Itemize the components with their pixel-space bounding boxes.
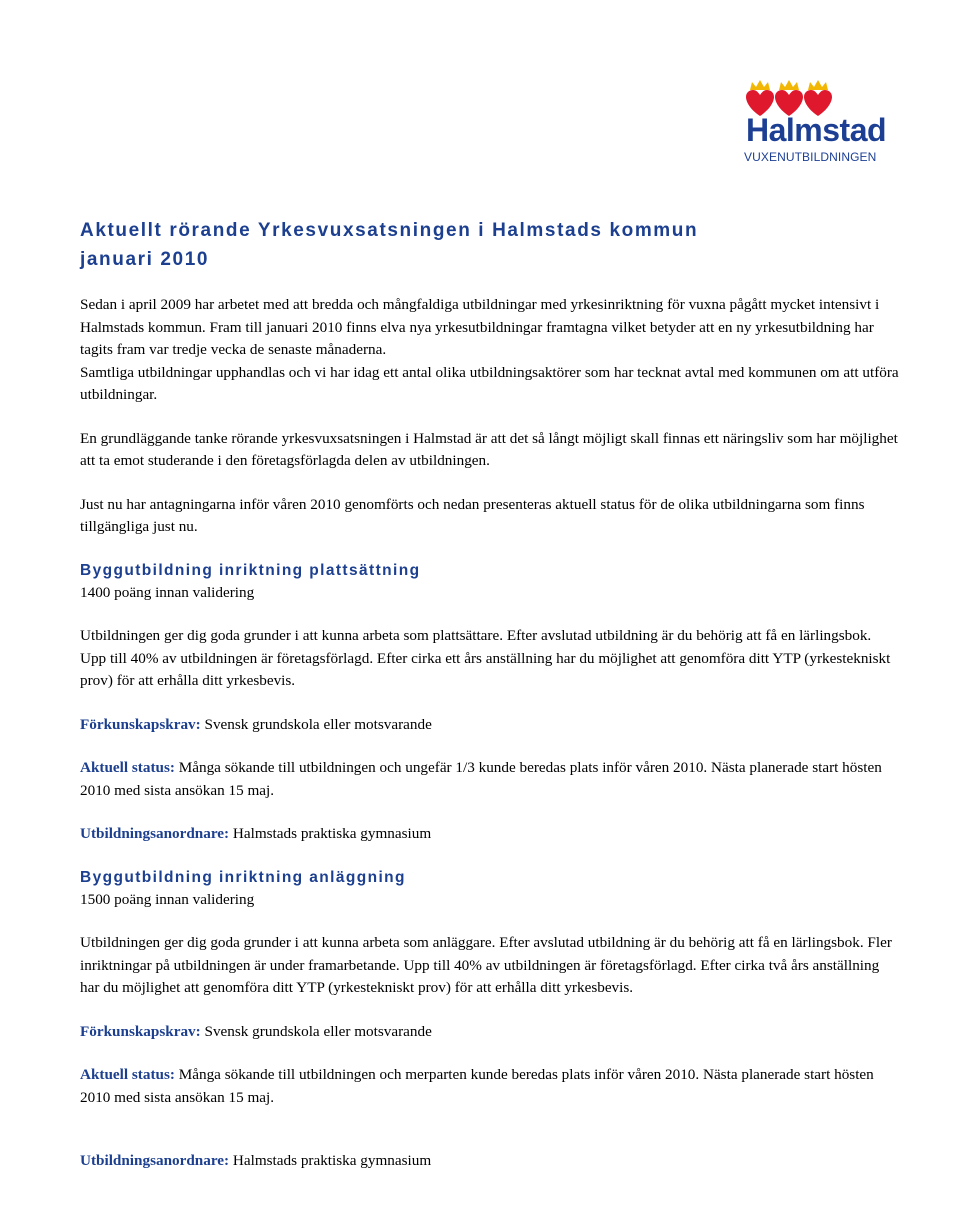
prerequisites-value: Svensk grundskola eller motsvarande [200,1022,432,1040]
status-value: Många sökande till utbildningen och merparten kunde beredas plats inför våren 2010. Nästa planerade start hösten 2010 med sista ansökan 15 maj. [80,1066,874,1106]
section-prerequisites [80,714,900,737]
section-heading-plattsattning: Byggutbildning inriktning plattsättning [80,561,421,579]
intro-paragraph-1: Sedan i april 2009 har arbetet med att bredda och mångfaldiga utbildningar med yrkesinriktning för vuxna pågått mycket intensivt i Halmstads kommun. Fram till januari 2010 finns elva nya yrkesutbildningar framtagna vilket betyder att en ny yrkesutbildning har tagits fram var tredje vecka de senaste månaderna. [80,296,880,358]
status-label: Aktuell status: [80,759,175,776]
page-title [80,216,900,274]
document-body [80,216,900,1173]
section-provider [80,1150,900,1173]
prerequisites-value: Svensk grundskola eller motsvarande [200,715,432,733]
section-status [80,757,900,802]
halmstad-logo [742,78,902,168]
status-label: Aktuell status: [80,1066,175,1083]
section-heading-anlaggning: Byggutbildning inriktning anläggning [80,868,406,886]
section-points: 1500 poäng innan validering [80,890,255,908]
section-description: Utbildningen ger dig goda grunder i att kunna arbeta som anläggare. Efter avslutad utbildning är du behörig att få en lärlingsbok. Fler inriktningar på utbildningen är under framarbetande. Upp till 40% av utbildningen är företagsförlagd. Efter cirka två års anställning har du möjlighet att genomföra ditt YTP (yrkestekniskt prov) för att erhålla ditt yrkesbevis. [80,934,892,996]
provider-label: Utbildningsanordnare: [80,825,230,842]
prerequisites-label: Förkunskapskrav: [80,715,201,733]
provider-value: Halmstads praktiska gymnasium [229,1152,432,1169]
page-title-line-1: Aktuellt rörande Yrkesvuxsatsningen i Halmstads kommun [80,220,699,241]
section-description: Utbildningen ger dig goda grunder i att kunna arbeta som plattsättare. Efter avslutad utbildning är du behörig att få en lärlingsbok. Upp till 40% av utbildningen är företagsförlagd. Efter cirka ett års anställning har du möjlighet att genomföra ditt YTP (yrkestekniskt prov) för att erhålla ditt yrkesbevis. [80,627,891,689]
logo-subtitle: VUXENUTBILDNINGEN [744,150,877,164]
intro-paragraph-4: Just nu har antagningarna inför våren 2010 genomförts och nedan presenteras aktuell status för de olika utbildningarna som finns tillgängliga just nu. [80,495,865,535]
section-points: 1400 poäng innan validering [80,583,255,601]
provider-value: Halmstads praktiska gymnasium [229,825,432,842]
logo-wordmark: Halmstad [746,112,887,148]
page-title-line-2: januari 2010 [80,249,210,270]
section-status [80,1064,900,1109]
status-value: Många sökande till utbildningen och ungefär 1/3 kunde beredas plats inför våren 2010. Nästa planerade start hösten 2010 med sista ansökan 15 maj. [80,759,882,799]
section-provider [80,823,900,846]
intro-paragraph-3: En grundläggande tanke rörande yrkesvuxsatsningen i Halmstad är att det så långt möjligt skall finnas ett näringsliv som har möjlighet att ta emot studerande i den företagsförlagda delen av utbildningen. [80,429,898,469]
intro-paragraph-2: Samtliga utbildningar upphandlas och vi har idag ett antal olika utbildningsaktörer som har tecknat avtal med kommunen om att utföra utbildningar. [80,363,899,403]
provider-label: Utbildningsanordnare: [80,1152,230,1169]
section-prerequisites [80,1021,900,1044]
prerequisites-label: Förkunskapskrav: [80,1022,201,1040]
